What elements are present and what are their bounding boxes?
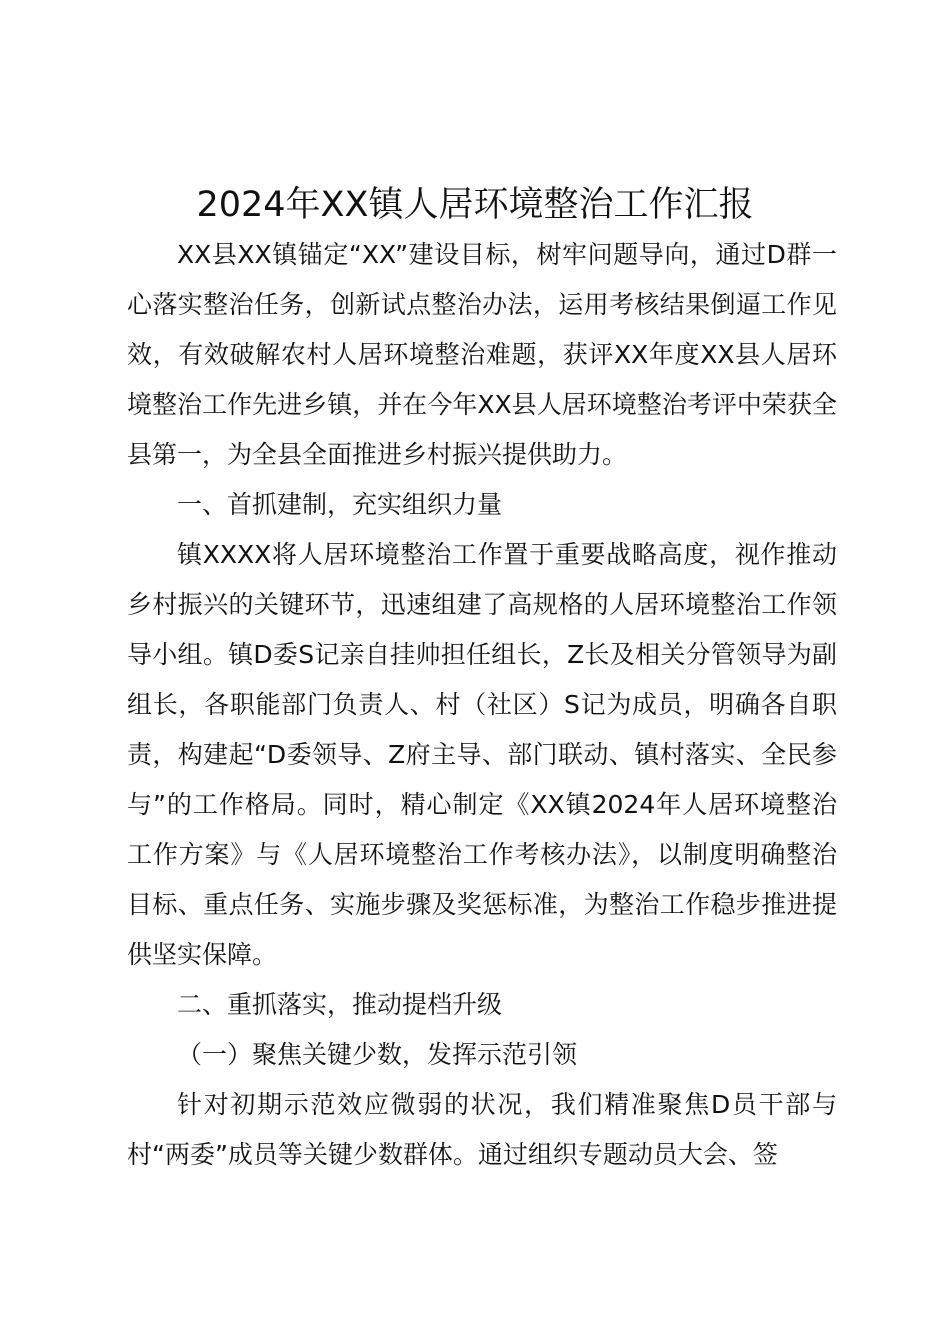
document-title: 2024年XX镇人居环境整治工作汇报 [196,185,754,225]
section2-subheading: （一）聚焦关键少数，发挥示范引领 [177,1040,578,1069]
document-body [127,230,837,1180]
section2-heading: 二、重抓落实，推动提档升级 [177,990,503,1019]
section1-heading: 一、首抓建制，充实组织力量 [177,490,503,519]
section1-paragraph: 镇XXXX将人居环境整治工作置于重要战略高度，视作推动乡村振兴的关键环节，迅速组建了高规格的人居环境整治工作领导小组。镇D委S记亲自挂帅担任组长，Z长及相关分管领导为副组长，各职能部门负责人、村（社区）S记为成员，明确各自职责，构建起“D委领导、Z府主导、部门联动、镇村落实、全民参与”的工作格局。同时，精心制定《XX镇2024年人居环境整治工作方案》与《人居环境整治工作考核办法》，以制度明确整治目标、重点任务、实施步骤及奖惩标准，为整治工作稳步推进提供坚实保障。 [127,540,837,969]
intro-paragraph: XX县XX镇锚定“XX”建设目标，树牢问题导向，通过D群一心落实整治任务，创新试点整治办法，运用考核结果倒逼工作见效，有效破解农村人居环境整治难题，获评XX年度XX县人居环境整治工作先进乡镇，并在今年XX县人居环境整治考评中荣获全县第一，为全县全面推进乡村振兴提供助力。 [127,240,837,469]
section2-paragraph: 针对初期示范效应微弱的状况，我们精准聚焦D员干部与村“两委”成员等关键少数群体。通过组织专题动员大会、签 [127,1090,837,1169]
